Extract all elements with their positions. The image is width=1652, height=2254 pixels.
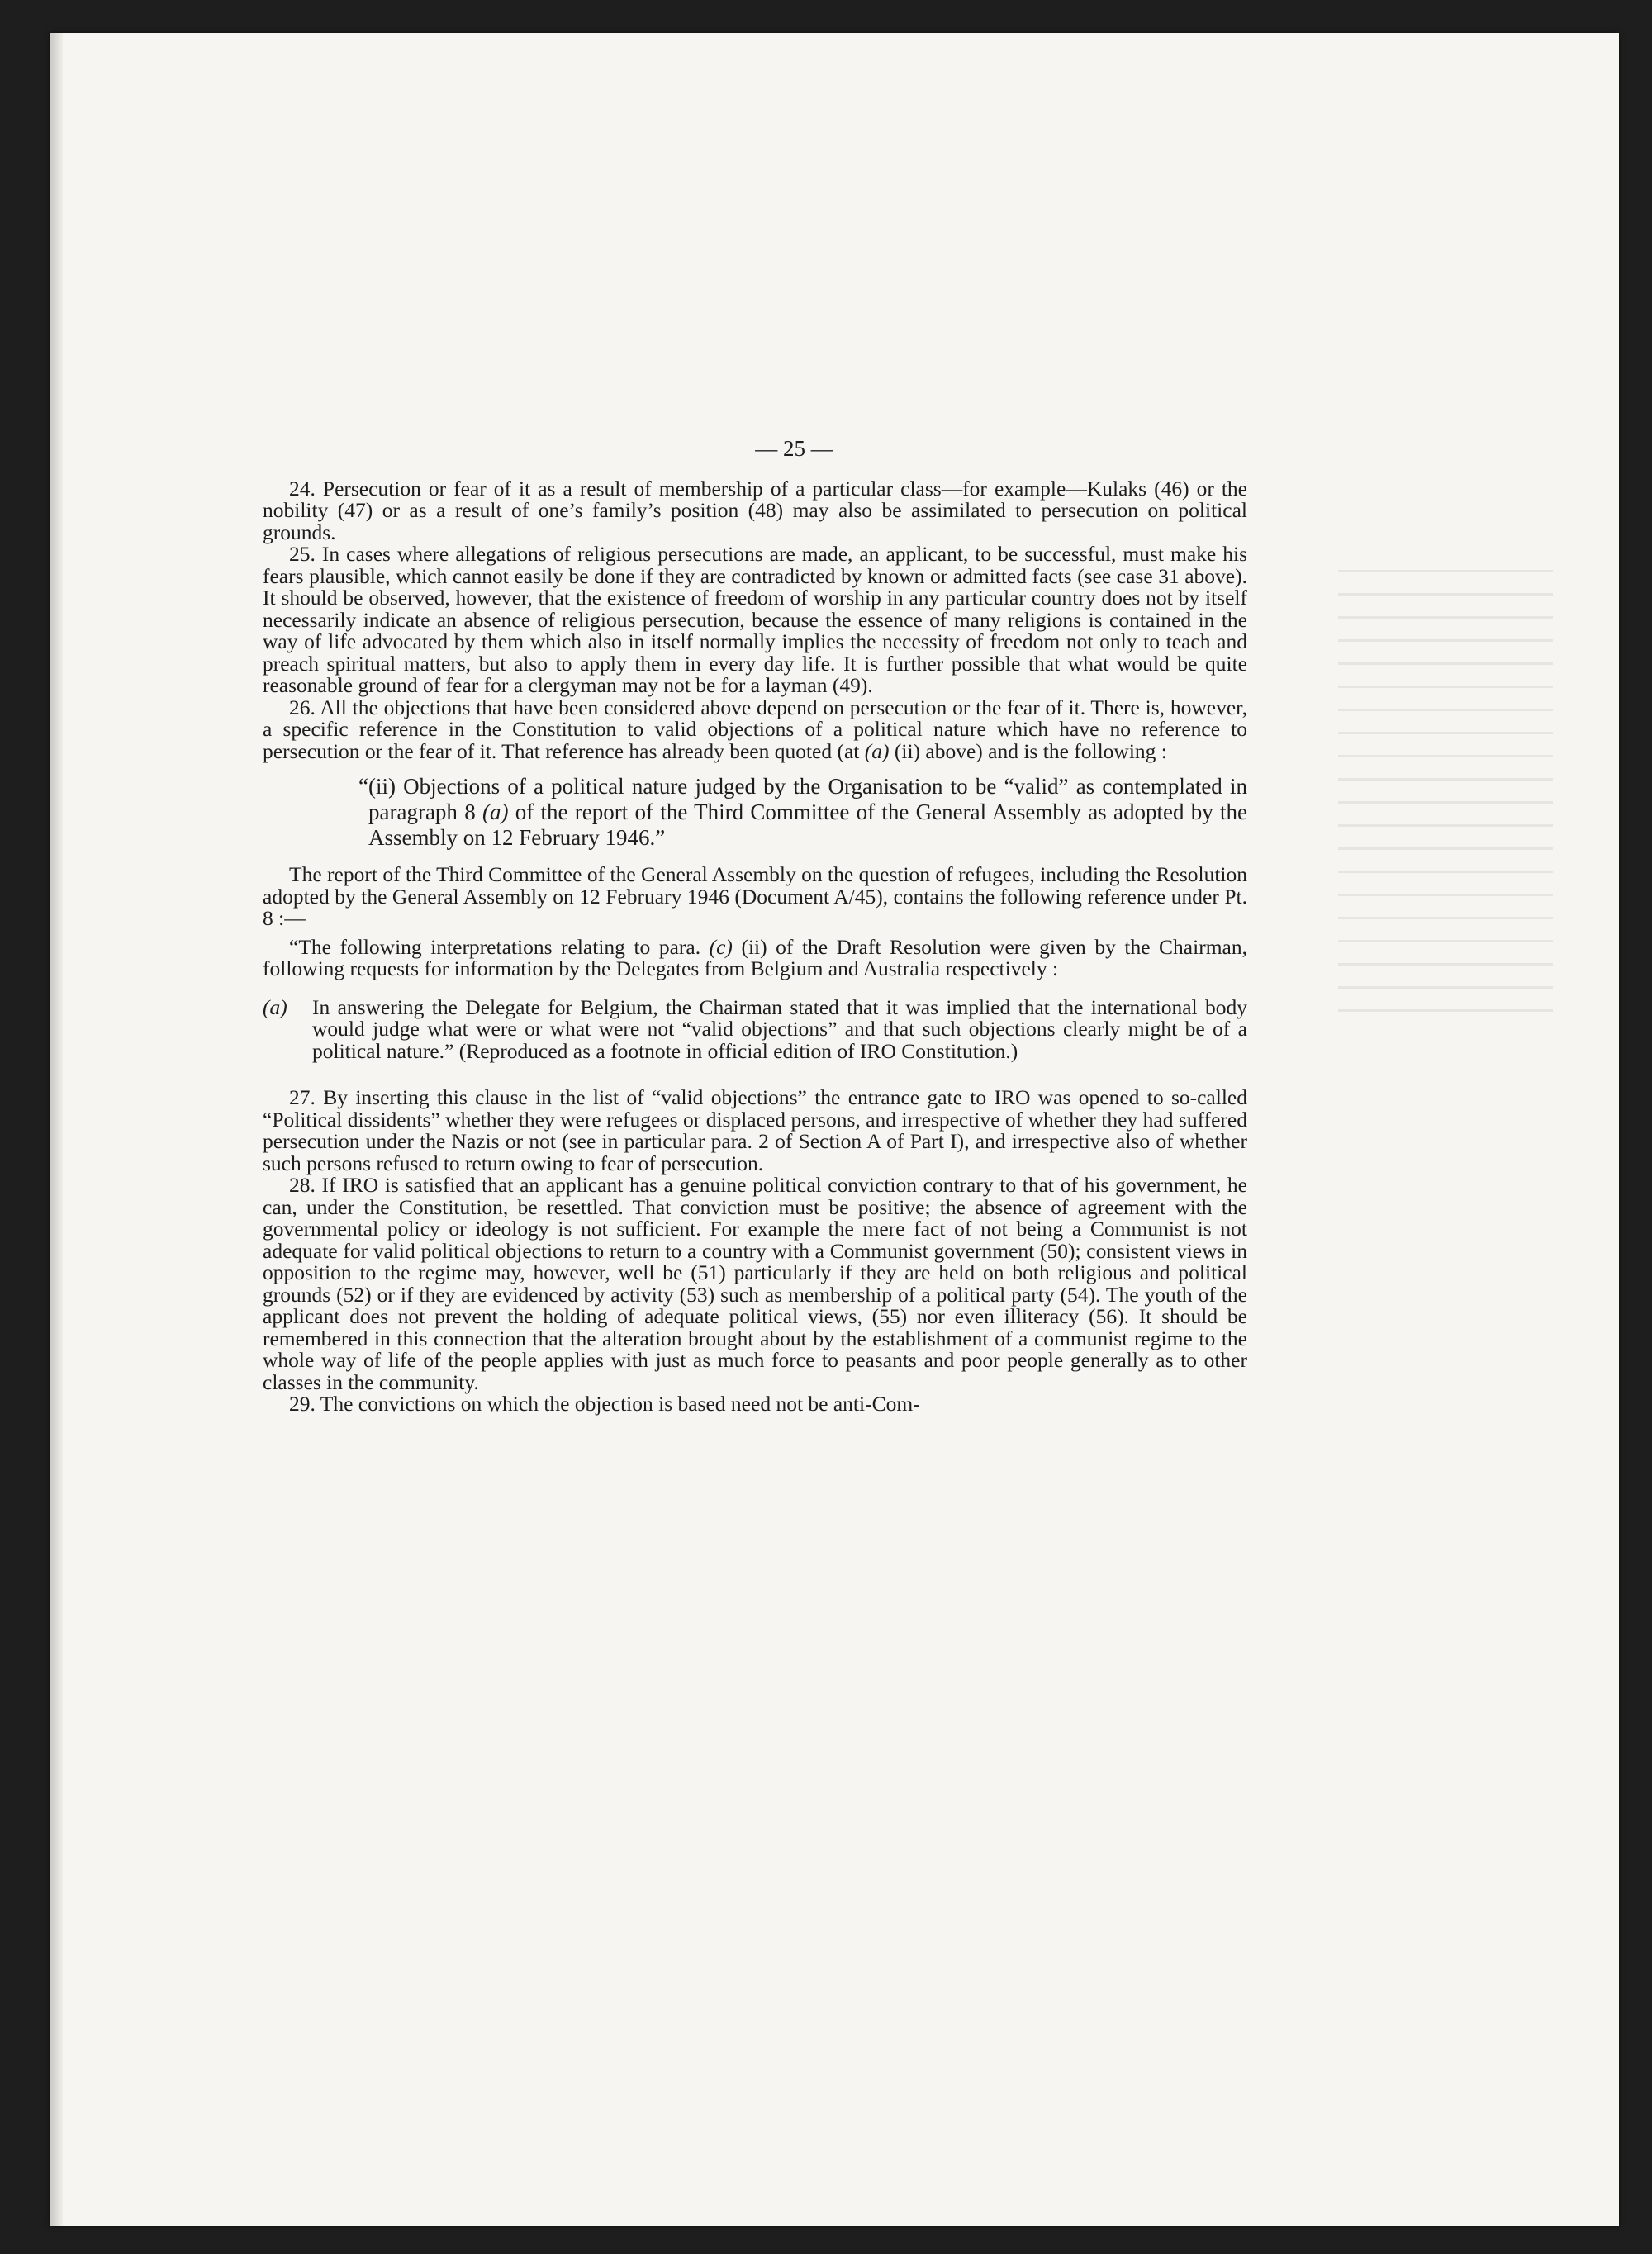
paragraph-27: 27. By inserting this clause in the list of “valid objections” the entrance gate to IRO was opened to so-called “Political dissidents” whether they were refugees or displaced persons, and irrespective of whether they had suffered persecution under the Nazis or not (see in particular para. 2 of Section A of Part I), and irrespective also of whether such persons refused to return owing to fear of persecution. <box>263 1085 1247 1175</box>
paragraph-interpretations <box>263 934 1247 980</box>
page-body <box>263 438 1247 1416</box>
quote-text-b: of the report of the Third Committee of the General Assembly as adopted by the Assembly on 12 February 1946.” <box>368 800 1247 850</box>
note-label: (a) <box>263 994 287 1019</box>
constitution-quote <box>358 774 1247 851</box>
page-binding-edge <box>50 33 63 2226</box>
interp-text-a: “The following interpretations relating to para. <box>289 934 710 959</box>
interp-italic: (c) <box>709 934 733 959</box>
quote-italic: (a) <box>482 800 509 824</box>
paragraph-26-text-a: 26. All the objections that have been considered above depend on persecution or the fear of it. There is, however, a specific reference in the Constitution to valid objections of a political nature which have no reference to persecution or the fear of it. That reference has already been quoted (at <box>263 695 1247 763</box>
paragraph-report: The report of the Third Committee of the General Assembly on the question of refugees, including the Resolution adopted by the General Assembly on 12 February 1946 (Document A/45), contains the following reference under Pt. 8 :— <box>263 862 1247 930</box>
quote-text-a: “(ii) Objections of a political nature judged by the Organisation to be “valid” as contemplated in paragraph 8 <box>358 774 1247 824</box>
show-through-text <box>1338 570 1553 1032</box>
interp-text-b: (ii) of the Draft Resolution were given by the Chairman, following requests for information by the Delegates from Belgium and Australia respectively : <box>263 934 1247 980</box>
paragraph-26 <box>263 697 1247 763</box>
page-number: — 25 — <box>755 436 833 461</box>
paragraph-29: 29. The convictions on which the objection is based need not be anti-Com- <box>289 1392 920 1416</box>
paragraph-25: 25. In cases where allegations of religious persecutions are made, an applicant, to be successful, must make his fears plausible, which cannot easily be done if they are contradicted by known or admitted facts (see case 31 above). It should be observed, however, that the existence of freedom of worship in any particular country does not by itself necessarily indicate an absence of religious persecution, because the essence of many religions is contained in the way of life advocated by them which also in itself normally implies the necessity of freedom not only to teach and preach spiritual matters, but also to apply them in every day life. It is further possible that what would be quite reasonable ground of fear for a clergyman may not be for a layman (49). <box>263 542 1247 697</box>
paragraph-26-italic: (a) <box>864 738 890 763</box>
paragraph-24: 24. Persecution or fear of it as a result of membership of a particular class—for example—Kulaks (46) or the nobility (47) or as a result of one’s family’s position (48) may also be assimilated to persecution on political grounds. <box>263 476 1247 544</box>
paragraph-28: 28. If IRO is satisfied that an applicant has a genuine political conviction contrary to that of his government, he can, under the Constitution, be resettled. That conviction must be positive; the absence of agreement with the governmental policy or ideology is not sufficient. For example the mere fact of not being a Communist is not adequate for valid political objections to return to a country with a Communist government (50); consistent views in opposition to the regime may, however, well be (51) particularly if they are held on both religious and political grounds (52) or if they are evidenced by activity (53) such as membership of a political party (54). The youth of the applicant does not prevent the holding of adequate political views, (55) nor even illiteracy (56). It should be remembered in this connection that the alteration brought about by the establishment of a communist regime to the whole way of life of the people applies with just as much force to peasants and poor people generally as to other classes in the community. <box>263 1173 1247 1394</box>
paragraph-26-text-b: (ii) above) and is the following : <box>889 738 1167 763</box>
note-text: In answering the Delegate for Belgium, the Chairman stated that it was implied that the international body would judge what were or what were not “valid objections” and that such objections clearly might be of a political nature.” (Reproduced as a footnote in official edition of IRO Constitution.) <box>312 994 1247 1063</box>
chairman-note <box>263 994 1247 1063</box>
